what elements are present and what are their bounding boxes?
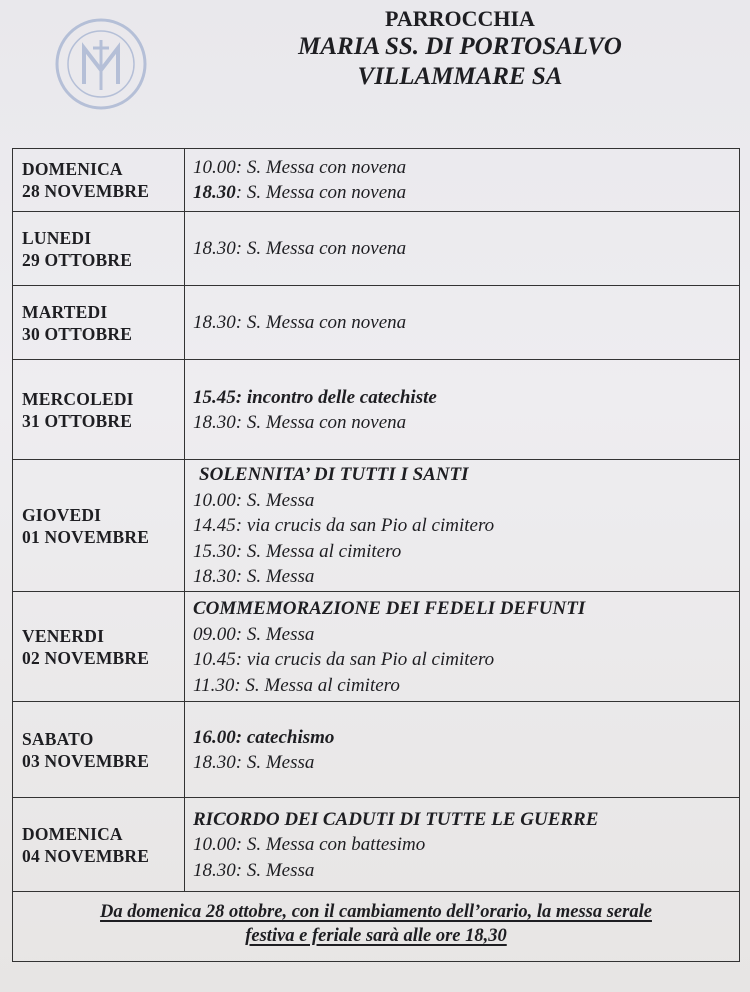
table-row: [13, 359, 739, 460]
day-name: GIOVEDI: [22, 505, 102, 525]
day-date: 31 OTTOBRE: [22, 411, 133, 431]
table-row: [13, 211, 739, 286]
table-row: [13, 797, 739, 892]
events-cell: [185, 460, 739, 592]
event-line: 18.30: S. Messa con novena: [193, 182, 407, 203]
event-line: 15.30: S. Messa al cimitero: [193, 540, 402, 562]
event-line: 09.00: S. Messa: [193, 623, 315, 645]
schedule-table: [12, 148, 740, 962]
event-heading: SOLENNITA’ DI TUTTI I SANTI: [199, 464, 469, 486]
notice-line-2: festiva e feriale sarà alle ore 18,30: [245, 926, 507, 946]
events-cell: [185, 592, 739, 702]
table-row: [13, 459, 739, 592]
day-cell: [13, 360, 185, 460]
day-date: 03 NOVEMBRE: [22, 751, 150, 771]
day-cell: [13, 702, 185, 798]
event-line: 10.00: S. Messa: [193, 489, 315, 511]
day-date: 04 NOVEMBRE: [22, 846, 150, 866]
day-date: 29 OTTOBRE: [22, 250, 133, 270]
day-name: SABATO: [22, 729, 94, 749]
events-cell: [185, 360, 739, 460]
header-line-2: MARIA SS. DI PORTOSALVO: [298, 33, 622, 60]
table-row: [13, 149, 739, 211]
day-cell: [13, 798, 185, 892]
event-line: 18.30: S. Messa: [193, 566, 315, 588]
header-line-3: VILLAMMARE SA: [357, 63, 563, 90]
event-line: 18.30: S. Messa: [193, 859, 315, 881]
events-cell: [185, 212, 739, 286]
events-cell: [185, 149, 739, 211]
day-date: 01 NOVEMBRE: [22, 527, 150, 547]
event-line: 16.00: catechismo: [193, 726, 335, 748]
event-line: 10.00: S. Messa con battesimo: [193, 834, 426, 856]
table-row: [13, 285, 739, 360]
day-name: VENERDI: [22, 626, 105, 646]
day-cell: [13, 149, 185, 211]
day-cell: [13, 592, 185, 702]
header-line-1: PARROCCHIA: [385, 6, 535, 31]
event-heading: RICORDO DEI CADUTI DI TUTTE LE GUERRE: [193, 808, 599, 830]
event-line: 18.30: S. Messa con novena: [193, 238, 407, 260]
event-line: 18.30: S. Messa: [193, 752, 315, 773]
day-cell: [13, 460, 185, 592]
day-name: MARTEDI: [22, 302, 108, 322]
event-line: 18.30: S. Messa con novena: [193, 412, 407, 433]
event-line: 10.45: via crucis da san Pio al cimitero: [193, 649, 495, 670]
day-date: 30 OTTOBRE: [22, 324, 133, 344]
events-cell: [185, 798, 739, 892]
table-row: [13, 591, 739, 702]
event-line: 18.30: S. Messa con novena: [193, 312, 407, 334]
events-cell: [185, 286, 739, 360]
table-row: [13, 701, 739, 798]
parish-header: [240, 6, 680, 92]
day-date: 28 NOVEMBRE: [22, 181, 150, 201]
event-line: 15.45: incontro delle catechiste: [193, 386, 437, 408]
day-cell: [13, 212, 185, 286]
event-line: 11.30: S. Messa al cimitero: [193, 674, 400, 696]
day-name: DOMENICA: [22, 824, 123, 844]
day-cell: [13, 286, 185, 360]
event-line: 14.45: via crucis da san Pio al cimitero: [193, 515, 495, 537]
day-name: DOMENICA: [22, 159, 123, 179]
parish-seal-icon: [44, 14, 158, 114]
notice-line-1: Da domenica 28 ottobre, con il cambiamento dell’orario, la messa serale: [100, 902, 652, 922]
event-heading: COMMEMORAZIONE DEI FEDELI DEFUNTI: [193, 598, 586, 619]
events-cell: [185, 702, 739, 798]
day-name: LUNEDI: [22, 228, 92, 248]
event-line: 10.00: S. Messa con novena: [193, 156, 407, 178]
day-name: MERCOLEDI: [22, 389, 134, 409]
day-date: 02 NOVEMBRE: [22, 648, 150, 668]
schedule-notice: [13, 891, 739, 961]
